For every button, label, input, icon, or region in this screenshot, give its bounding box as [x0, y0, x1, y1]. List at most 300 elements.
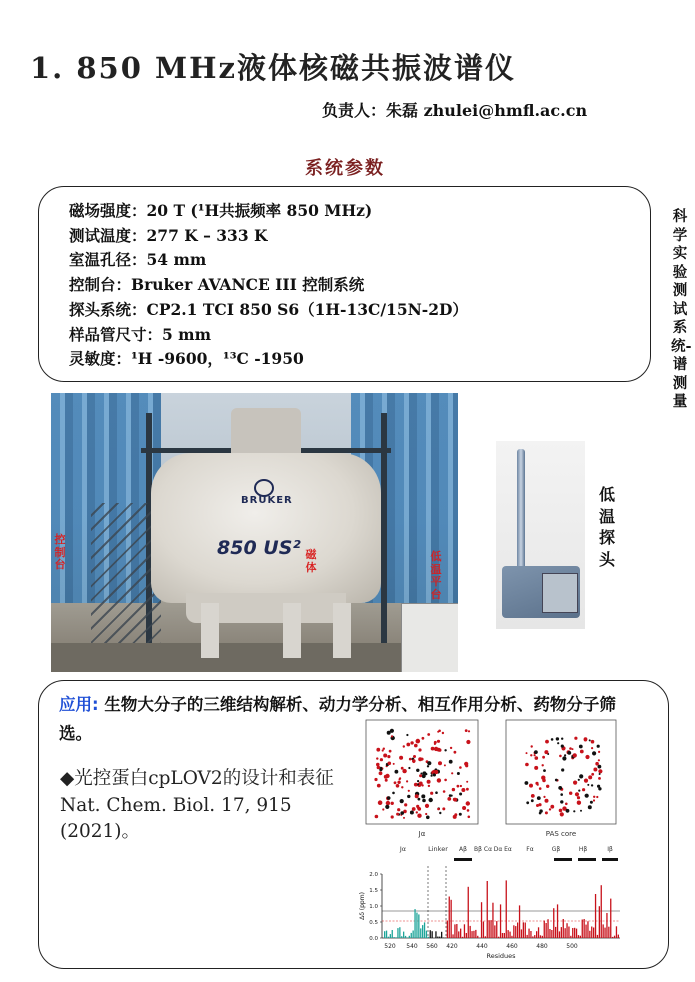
csp-bar [542, 936, 543, 938]
csp-bar-chart [359, 866, 620, 960]
peak-dot [588, 805, 592, 809]
csp-bar [606, 913, 607, 938]
region-label: Gβ [551, 846, 561, 853]
peak-dot [400, 799, 404, 803]
peak-dot [421, 794, 425, 798]
peak-dot [450, 747, 452, 749]
csp-bar [580, 936, 581, 938]
peak-dot [530, 754, 532, 756]
csp-bar [540, 935, 541, 938]
cryo-cabinet [401, 603, 458, 672]
param-console: 控制台：Bruker AVANCE III 控制系统 [69, 275, 365, 295]
hsqc-panel-left [366, 720, 478, 838]
peak-dot [407, 795, 410, 798]
peak-dot [529, 784, 533, 788]
y-tick-label: 1.0 [369, 904, 378, 910]
peak-dot [531, 794, 535, 798]
csp-bar [458, 931, 459, 938]
peak-dot [435, 791, 438, 794]
csp-bar [494, 925, 495, 938]
peak-dot [415, 794, 419, 798]
csp-bar [566, 923, 567, 938]
csp-bar [527, 935, 528, 938]
csp-bar [608, 927, 609, 938]
csp-bar [557, 904, 558, 938]
csp-bar [538, 927, 539, 938]
peak-dot [377, 766, 381, 770]
peak-dot [564, 754, 566, 756]
peak-dot [393, 763, 395, 765]
peak-dot [427, 733, 430, 736]
csp-bar [521, 929, 522, 938]
peak-dot [400, 811, 404, 815]
peak-dot [465, 729, 468, 732]
peak-dot [560, 800, 563, 803]
peak-dot [592, 751, 596, 755]
x-tick-label: 560 [426, 943, 438, 950]
peak-dot [375, 815, 379, 819]
csp-bar [492, 903, 493, 938]
csp-bar [466, 933, 467, 938]
csp-bar [454, 924, 455, 938]
peak-dot [466, 801, 470, 805]
x-tick-label: 500 [566, 943, 578, 950]
csp-bar [460, 929, 461, 938]
peak-dot [464, 762, 468, 766]
peak-dot [396, 784, 400, 788]
peak-dot [457, 785, 460, 788]
peak-dot [544, 750, 548, 754]
peak-dot [434, 770, 438, 774]
x-tick-label: 540 [406, 943, 418, 950]
param-tube-size: 样品管尺寸：5 mm [69, 324, 211, 344]
peak-dot [537, 796, 541, 800]
csp-bar [471, 931, 472, 938]
csp-bar [614, 936, 615, 938]
csp-bar [515, 926, 516, 938]
peak-dot [599, 773, 601, 775]
peak-dot [376, 757, 378, 759]
y-axis-label: Δδ (ppm) [359, 892, 366, 920]
structure-segment [554, 858, 572, 861]
peak-dot [394, 781, 397, 784]
x-tick-label: 420 [446, 943, 458, 950]
csp-bar [430, 930, 431, 938]
peak-dot [559, 755, 562, 758]
param-bore: 室温孔径：54 mm [69, 250, 207, 270]
peak-dot [430, 792, 433, 795]
peak-dot [584, 779, 588, 783]
csp-bar [534, 935, 535, 938]
peak-dot [565, 803, 568, 806]
peak-dot [382, 749, 384, 751]
peak-dot [569, 747, 572, 750]
csp-bar [439, 937, 440, 938]
peak-dot [397, 808, 400, 811]
csp-bar [523, 922, 524, 938]
structure-segment [602, 858, 618, 861]
probe-label: 低温探头 [599, 485, 616, 569]
csp-bar [525, 923, 526, 939]
csp-bar [532, 936, 533, 938]
peak-dot [377, 784, 381, 788]
peak-dot [461, 788, 465, 792]
peak-dot [526, 752, 528, 754]
peak-dot [598, 751, 600, 753]
peak-dot [391, 802, 394, 805]
peak-dot [383, 754, 387, 758]
csp-bar [432, 931, 433, 938]
peak-dot [412, 807, 416, 811]
peak-dot [580, 750, 584, 754]
csp-bar [513, 925, 514, 938]
probe-rod [517, 449, 525, 584]
peak-dot [454, 813, 457, 816]
peak-dot [392, 792, 395, 795]
peak-dot [545, 799, 549, 803]
peak-dot [543, 769, 546, 772]
spectrometer-photo [51, 393, 458, 672]
csp-bar [563, 919, 564, 938]
probe-photo [496, 441, 585, 629]
csp-bar [555, 927, 556, 938]
csp-bar [403, 932, 404, 938]
peak-dot [419, 774, 422, 777]
csp-bar [498, 937, 499, 938]
peak-dot [457, 772, 460, 775]
peak-dot [459, 766, 462, 769]
peak-dot [597, 745, 600, 748]
peak-dot [560, 793, 563, 796]
linker-title: Linker [428, 845, 448, 853]
peak-dot [573, 810, 575, 812]
peak-dot [560, 812, 564, 816]
csp-bar [405, 936, 406, 938]
peak-dot [410, 741, 413, 744]
csp-bar [413, 931, 414, 939]
csp-bar [551, 930, 552, 938]
peak-dot [575, 792, 579, 796]
application-text: 生物大分子的三维结构解析、动力学分析、相互作用分析、药物分子筛选。 [59, 695, 616, 743]
csp-bar [435, 931, 436, 938]
peak-dot [427, 765, 429, 767]
peak-dot [409, 758, 412, 761]
peak-dot [429, 798, 433, 802]
peak-dot [572, 748, 574, 750]
brand-text: BRUKER [241, 495, 293, 506]
csp-bar [437, 937, 438, 939]
peak-dot [442, 732, 444, 734]
peak-dot [412, 759, 416, 763]
peak-dot [399, 778, 401, 780]
peak-dot [598, 777, 601, 780]
peak-dot [417, 780, 419, 782]
peak-dot [451, 795, 453, 797]
csp-bar [584, 919, 585, 938]
csp-bar [593, 928, 594, 939]
peak-dot [417, 807, 420, 810]
magnet-leg [201, 603, 219, 658]
peak-dot [434, 743, 436, 745]
peak-dot [401, 767, 404, 770]
region-label: Iβ [607, 846, 613, 853]
csp-bar [473, 931, 474, 938]
peak-dot [579, 745, 583, 749]
peak-dot [422, 737, 425, 740]
peak-dot [418, 748, 421, 751]
csp-bar [392, 930, 393, 938]
peak-dot [397, 781, 400, 784]
peak-dot [593, 799, 595, 801]
csp-bar [544, 921, 545, 938]
application-label: 应用: [59, 695, 99, 714]
csp-bar [582, 920, 583, 939]
csp-bar [587, 921, 588, 938]
csp-bar [490, 920, 491, 938]
csp-bar [604, 928, 605, 938]
peak-dot [427, 761, 431, 765]
peak-dot [567, 751, 571, 755]
peak-dot [531, 745, 533, 747]
csp-bar [384, 931, 385, 938]
csp-bar [536, 931, 537, 938]
y-tick-label: 0.5 [369, 920, 378, 926]
csp-bar [418, 914, 419, 938]
peak-dot [578, 779, 580, 781]
peak-dot [413, 755, 416, 758]
peak-dot [416, 769, 419, 772]
csp-bar [509, 932, 510, 938]
csp-bar [618, 935, 619, 938]
peak-dot [438, 730, 441, 733]
csp-bar [452, 934, 453, 938]
peak-dot [593, 768, 597, 772]
peak-dot [561, 745, 564, 748]
peak-dot [395, 770, 399, 774]
csp-bar [462, 937, 463, 938]
peak-dot [590, 801, 593, 804]
csp-bar [549, 929, 550, 938]
structure-segment [578, 858, 596, 861]
csp-bar [530, 931, 531, 938]
peak-dot [417, 784, 419, 786]
csp-bar [496, 921, 497, 938]
peak-dot [578, 790, 580, 792]
peak-dot [449, 760, 453, 764]
csp-bar [481, 902, 482, 938]
peak-dot [408, 767, 410, 769]
magnet-leg [333, 603, 351, 658]
peak-dot [466, 781, 468, 783]
contact-info: 负责人：朱磊 zhulei@hmfl.ac.cn [322, 101, 588, 120]
peak-dot [596, 796, 598, 798]
csp-bar [603, 924, 604, 938]
panel-title-ja: Jα [418, 830, 426, 838]
csp-bar [578, 935, 579, 938]
peak-dot [577, 801, 579, 803]
peak-dot [584, 737, 588, 741]
csp-bar [443, 938, 444, 939]
peak-dot [416, 739, 421, 744]
peak-dot [595, 762, 599, 766]
peak-dot [422, 799, 426, 803]
csp-bar [468, 887, 469, 938]
csp-bar [502, 933, 503, 938]
peak-dot [378, 800, 383, 805]
peak-dot [437, 778, 441, 782]
peak-dot [558, 786, 562, 790]
csp-bar [441, 932, 442, 938]
page-title: 1. 850 MHz液体核磁共振波谱仪 [30, 51, 516, 85]
csp-bar [397, 928, 398, 938]
y-tick-label: 1.5 [369, 888, 378, 894]
csp-bar [574, 928, 575, 938]
csp-bar [411, 933, 412, 938]
peak-dot [549, 808, 551, 810]
peak-dot [534, 754, 536, 756]
peak-dot [406, 734, 408, 736]
csp-bar [500, 904, 501, 938]
peak-dot [561, 738, 563, 740]
csp-bar [612, 937, 613, 938]
peak-dot [426, 816, 430, 820]
peak-dot [384, 775, 388, 779]
peak-dot [391, 735, 393, 737]
peak-dot [574, 737, 577, 740]
peak-dot [444, 764, 446, 766]
probe-connector-panel [542, 573, 578, 613]
peak-dot [404, 803, 407, 806]
peak-dot [442, 807, 445, 810]
peak-dot [569, 792, 572, 795]
peak-dot [444, 749, 446, 751]
nmr-figure [358, 716, 626, 962]
peak-dot [543, 796, 545, 798]
peak-dot [379, 771, 383, 775]
csp-bar [475, 930, 476, 938]
peak-dot [598, 787, 601, 790]
csp-bar [572, 928, 573, 938]
magnet-leg [283, 603, 301, 658]
csp-bar [470, 926, 471, 938]
region-label: Aβ [459, 846, 467, 853]
csp-bar [489, 920, 490, 938]
peak-dot [573, 781, 577, 785]
peak-dot [434, 747, 438, 751]
csp-bar [517, 923, 518, 939]
peak-dot [593, 796, 595, 798]
peak-dot [396, 813, 399, 816]
hsqc-panel-right [506, 720, 616, 838]
peak-dot [459, 813, 462, 816]
csp-bar [414, 909, 415, 938]
peak-dot [557, 742, 559, 744]
y-tick-label: 0.0 [369, 936, 378, 942]
x-axis-label: Residues [486, 952, 516, 960]
panel-title-pas: PAS core [545, 830, 577, 838]
peak-dot [402, 769, 406, 773]
peak-dot [408, 790, 410, 792]
peak-dot [545, 811, 548, 814]
peak-dot [531, 799, 534, 802]
csp-bar [595, 894, 596, 938]
csp-bar [416, 913, 417, 938]
csp-bar [477, 936, 478, 938]
peak-dot [425, 813, 427, 815]
side-category-label: 科学实验测试系统-谱测量 [671, 208, 692, 410]
peak-dot [598, 759, 600, 761]
peak-dot [447, 797, 451, 801]
csp-bar [589, 931, 590, 938]
csp-bar [386, 931, 387, 938]
csp-bar [449, 897, 450, 939]
peak-dot [588, 775, 592, 779]
peak-dot [382, 808, 384, 810]
peak-dot [562, 756, 566, 760]
peak-dot [555, 779, 558, 782]
peak-dot [591, 740, 595, 744]
peak-dot [534, 750, 538, 754]
params-box [38, 186, 651, 382]
peak-dot [534, 766, 538, 770]
peak-dot [585, 794, 587, 796]
csp-bar [451, 900, 452, 938]
csp-bar [570, 936, 571, 938]
peak-dot [577, 796, 580, 799]
csp-bar [508, 930, 509, 938]
y-tick-label: 2.0 [369, 872, 378, 878]
csp-bar [559, 931, 560, 938]
x-tick-label: 460 [506, 943, 518, 950]
peak-dot [566, 809, 570, 813]
peak-dot [551, 738, 554, 741]
region-label: Jα [399, 845, 407, 853]
peak-dot [561, 768, 564, 771]
peak-dot [431, 775, 433, 777]
csp-bar [407, 937, 408, 938]
example-reference: ◆光控蛋白cpLOV2的设计和表征Nat. Chem. Biol. 17, 915 (2021)。 [60, 768, 334, 842]
peak-dot [419, 782, 423, 786]
csp-bar [395, 937, 396, 938]
peak-dot [437, 740, 440, 743]
param-temperature: 测试温度：277 K – 333 K [69, 225, 268, 245]
peak-dot [439, 812, 441, 814]
peak-dot [539, 787, 542, 790]
peak-dot [416, 811, 418, 813]
csp-bar [456, 924, 457, 938]
peak-dot [387, 755, 390, 758]
csp-bar [568, 927, 569, 939]
x-tick-label: 520 [384, 943, 396, 950]
x-tick-label: 440 [476, 943, 488, 950]
peak-dot [537, 784, 539, 786]
peak-dot [414, 744, 418, 748]
csp-bar [447, 921, 448, 939]
peak-dot [428, 785, 430, 787]
csp-bar [599, 906, 600, 938]
csp-bar [576, 929, 577, 938]
csp-bar [601, 885, 602, 938]
peak-dot [401, 786, 403, 788]
peak-dot [598, 765, 602, 769]
param-sensitivity: 灵敏度：¹H -9600，¹³C -1950 [69, 349, 304, 369]
peak-dot [535, 756, 539, 760]
peak-dot [556, 737, 559, 740]
peak-dot [598, 769, 602, 773]
peak-dot [386, 801, 390, 805]
peak-dot [438, 761, 442, 765]
peak-dot [587, 784, 589, 786]
